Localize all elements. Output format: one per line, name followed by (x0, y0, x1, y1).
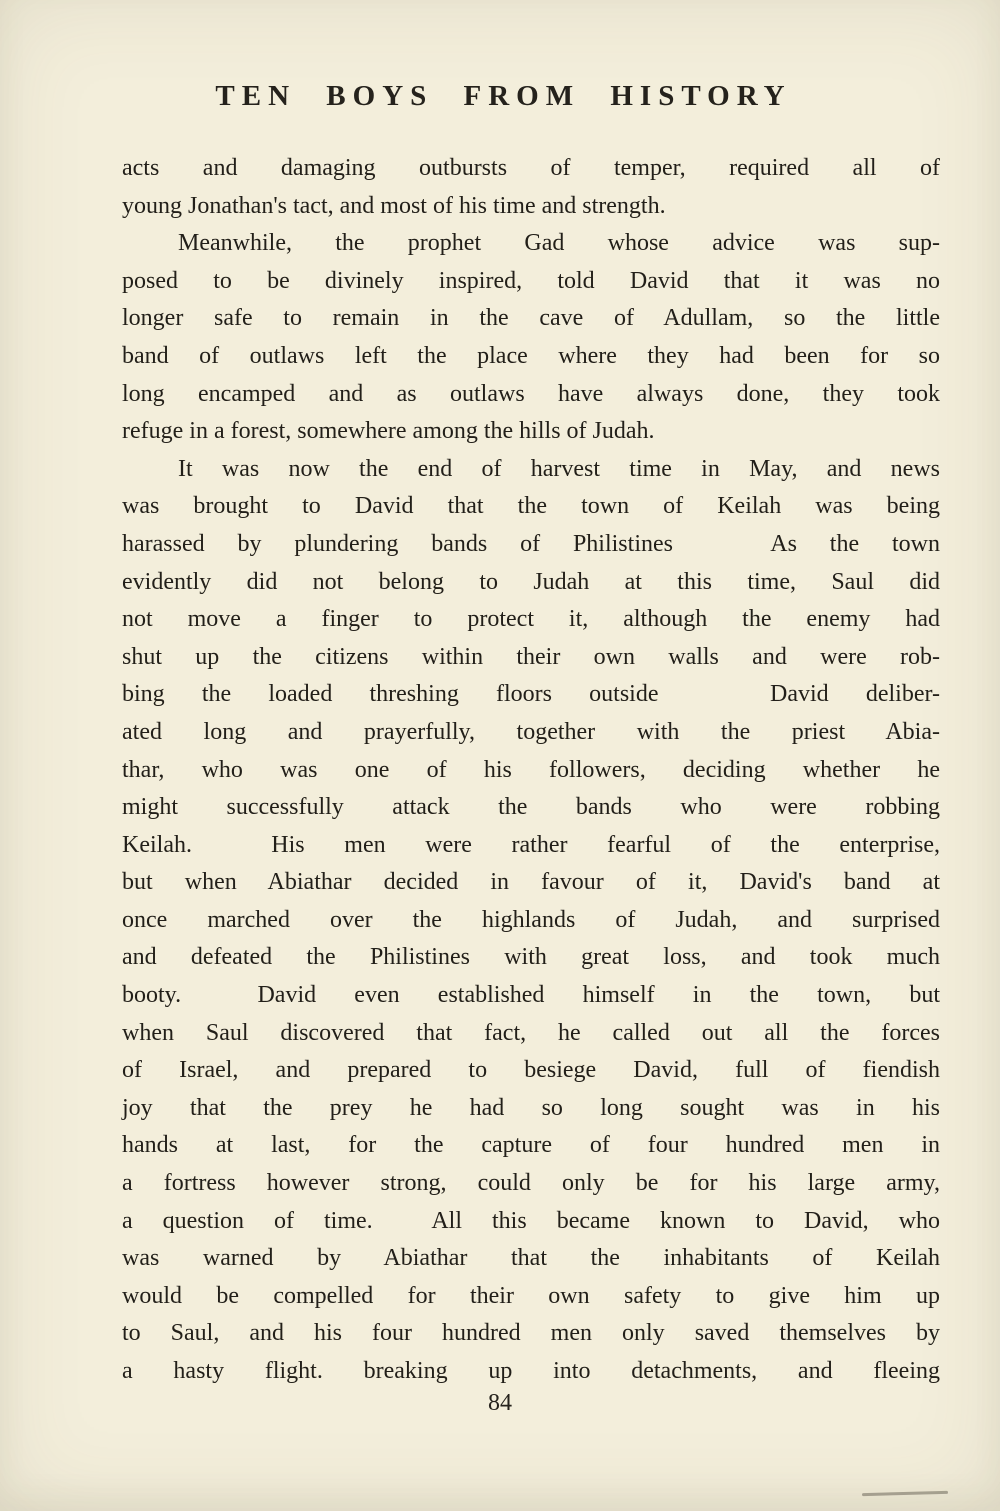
text-line: of Israel, and prepared to besiege David, full of fiendish (122, 1057, 940, 1084)
running-head: TEN BOYS FROM HISTORY (215, 80, 792, 112)
text-line: It was now the end of harvest time in May, and news (178, 455, 940, 482)
text-line: when Saul discovered that fact, he called out all the forces (122, 1019, 940, 1046)
text-line: was warned by Abiathar that the inhabitants of Keilah (122, 1245, 940, 1272)
text-block (122, 150, 940, 1391)
text-line: longer safe to remain in the cave of Adullam, so the little (122, 305, 940, 332)
scan-edge-artifact (862, 1491, 948, 1496)
text-line: acts and damaging outbursts of temper, required all of (122, 155, 940, 181)
text-line: but when Abiathar decided in favour of it, David's band at (122, 869, 940, 896)
text-line: would be compelled for their own safety to give him up (122, 1282, 940, 1309)
text-line: might successfully attack the bands who were robbing (122, 794, 940, 821)
text-line: booty. David even established himself in the town, but (122, 982, 940, 1009)
text-line: bing the loaded threshing floors outside David deliber- (122, 681, 940, 708)
text-line: posed to be divinely inspired, told David that it was no (122, 267, 940, 294)
text-line: long encamped and as outlaws have always done, they took (122, 380, 940, 407)
text-line: and defeated the Philistines with great loss, and took much (122, 944, 940, 971)
text-line: Meanwhile, the prophet Gad whose advice was sup- (178, 230, 940, 257)
text-line: hands at last, for the capture of four hundred men in (122, 1132, 940, 1159)
text-line: a question of time. All this became known to David, who (122, 1207, 940, 1234)
text-line: once marched over the highlands of Judah, and surprised (122, 906, 940, 933)
text-line: to Saul, and his four hundred men only saved themselves by (122, 1320, 940, 1347)
text-line: joy that the prey he had so long sought was in his (122, 1094, 940, 1121)
text-line: a hasty flight. breaking up into detachments, and fleeing (122, 1358, 940, 1384)
text-line: ated long and prayerfully, together with the priest Abia- (122, 718, 940, 745)
text-line: not move a finger to protect it, although the enemy had (122, 606, 940, 633)
text-line: evidently did not belong to Judah at this time, Saul did (122, 568, 940, 595)
text-line: band of outlaws left the place where they had been for so (122, 342, 940, 369)
text-line: young Jonathan's tact, and most of his time and strength. (122, 192, 666, 219)
text-line: harassed by plundering bands of Philistines As the town (122, 530, 940, 557)
text-line: Keilah. His men were rather fearful of the enterprise, (122, 831, 940, 858)
text-line: was brought to David that the town of Keilah was being (122, 493, 940, 520)
text-line: shut up the citizens within their own walls and were rob- (122, 643, 940, 670)
page-number: 84 (488, 1390, 512, 1416)
text-line: thar, who was one of his followers, deciding whether he (122, 756, 940, 783)
text-line: refuge in a forest, somewhere among the hills of Judah. (122, 418, 655, 445)
text-line: a fortress however strong, could only be for his large army, (122, 1170, 940, 1197)
